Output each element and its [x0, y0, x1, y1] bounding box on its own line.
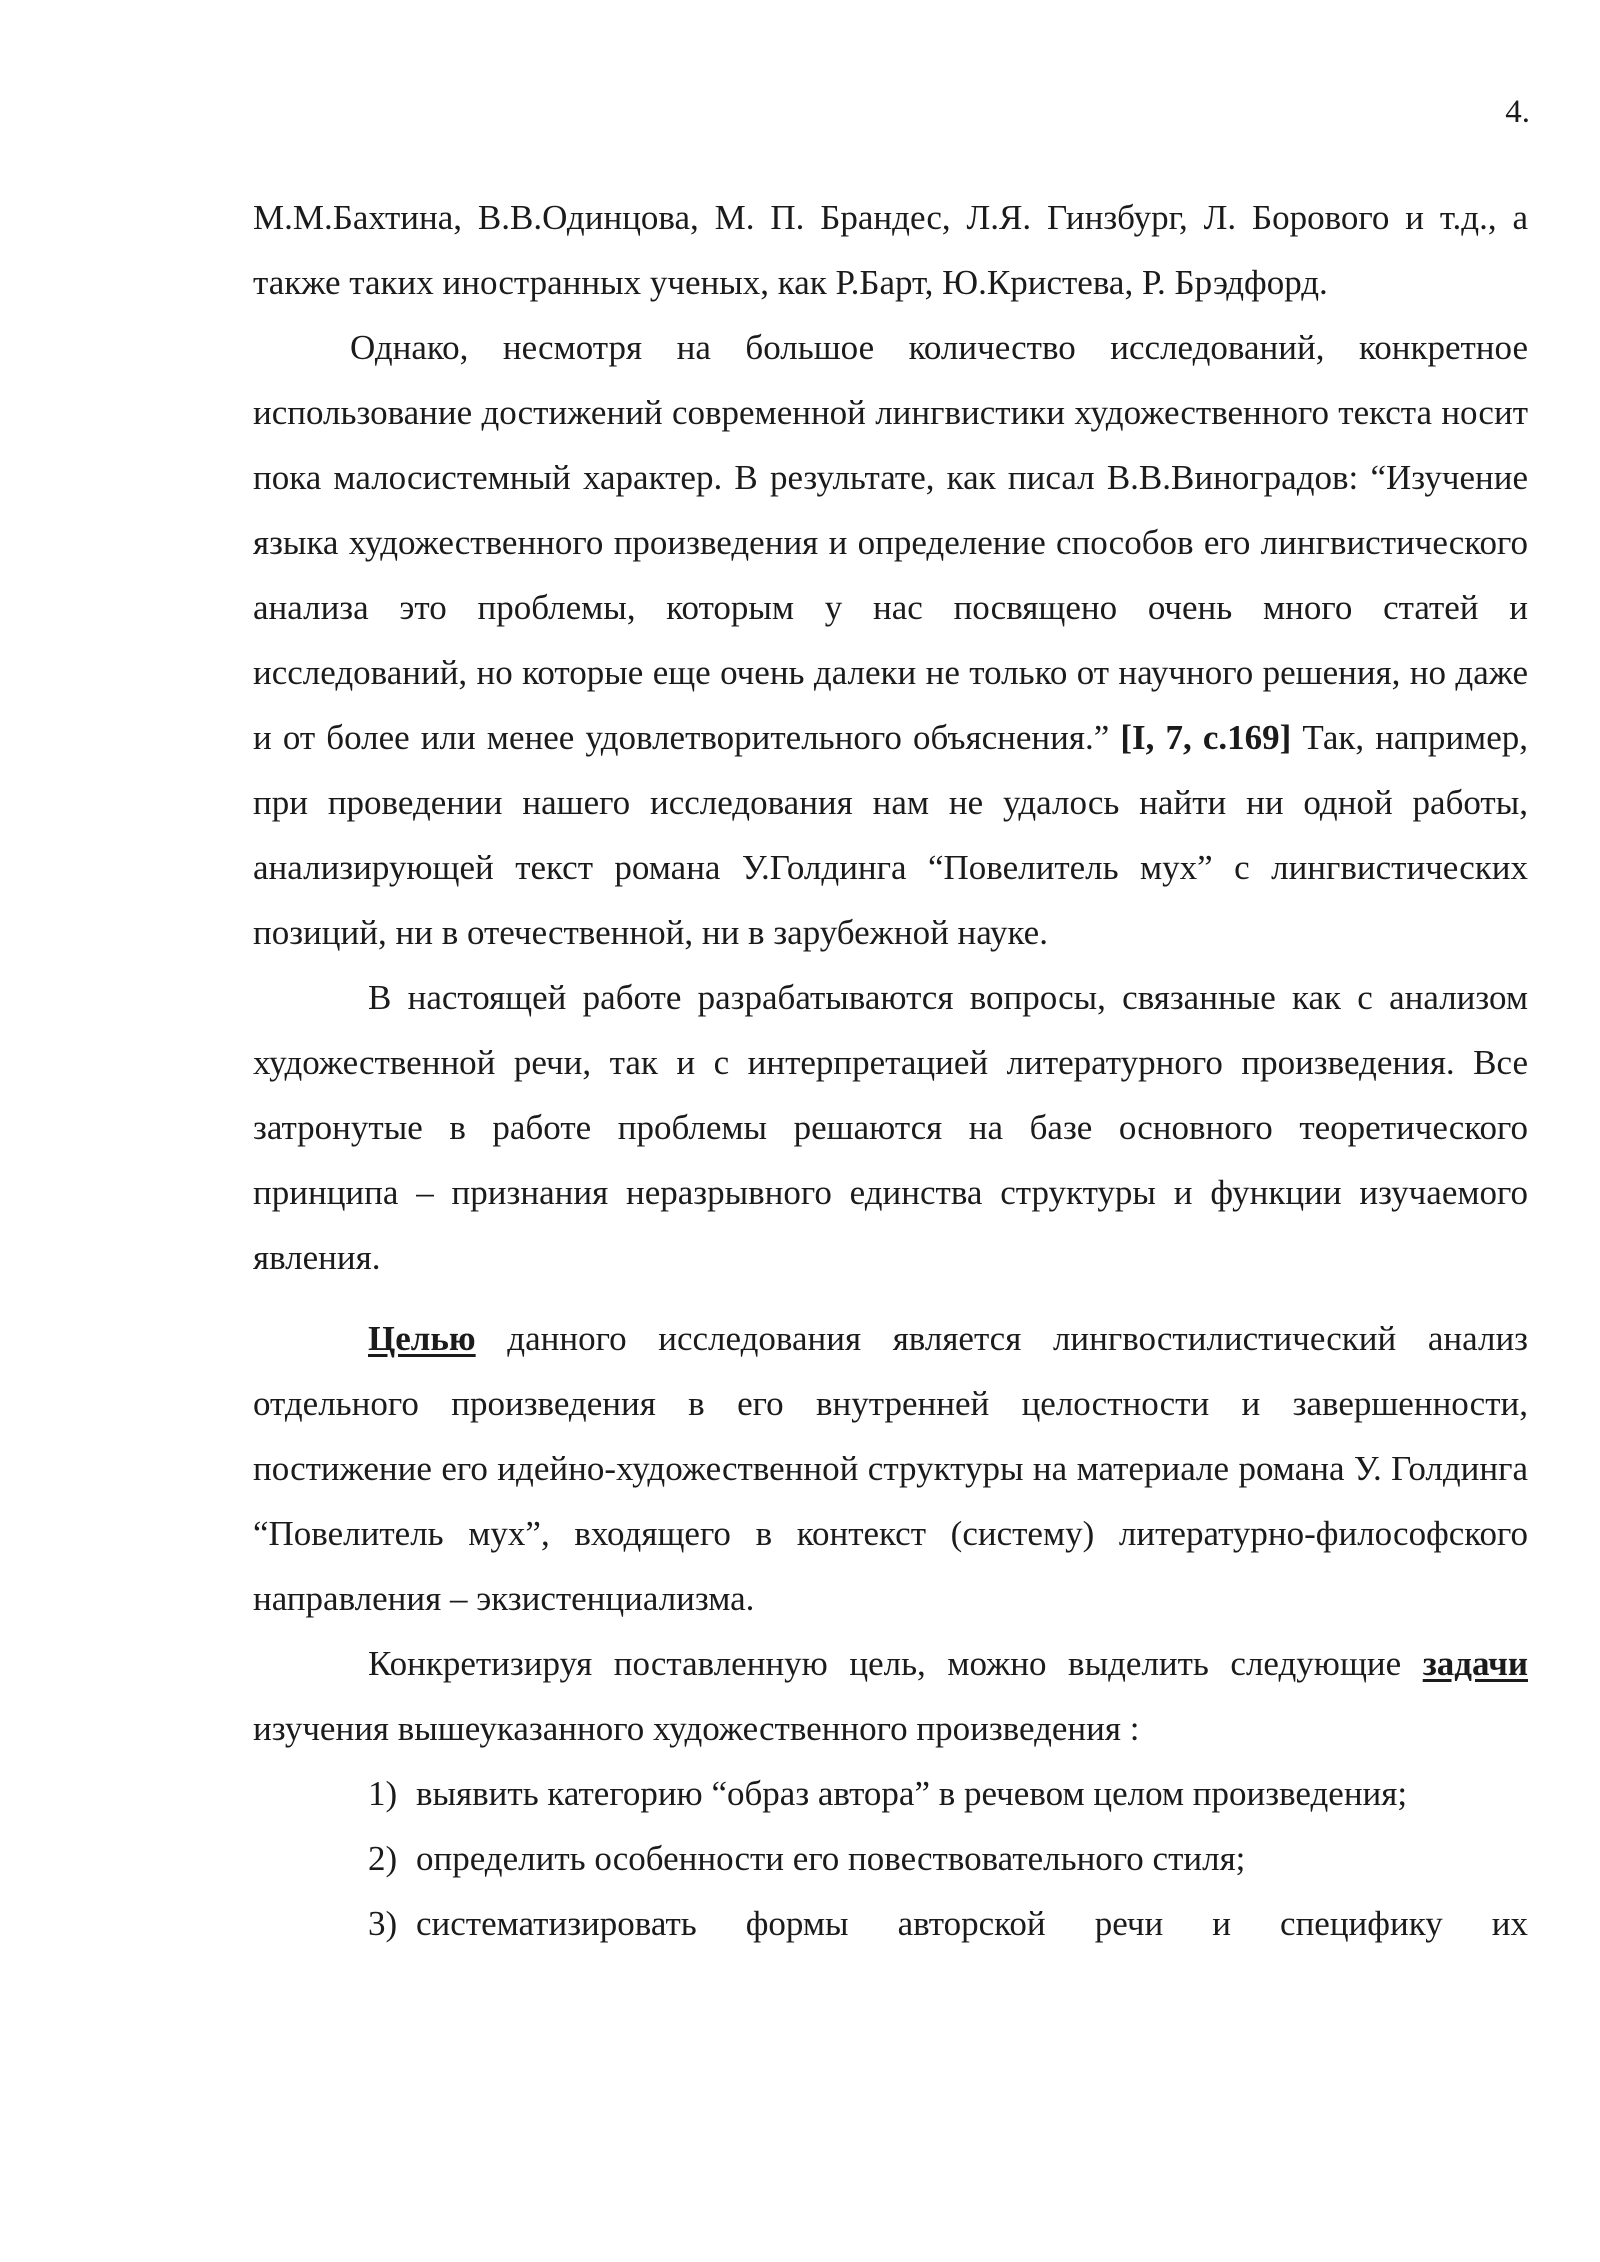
list-item-number: 3)	[368, 1904, 398, 1943]
list-item-number: 1)	[368, 1774, 398, 1813]
list-item	[368, 1826, 1528, 1891]
tasks-intro-text-after: изучения вышеуказанного художественного произведения :	[253, 1709, 1140, 1748]
document-body	[253, 185, 1528, 1956]
tasks-intro-text: Конкретизируя поставленную цель, можно выделить следующие	[368, 1644, 1423, 1683]
paragraph-tasks-intro	[253, 1631, 1528, 1761]
list-item-number: 2)	[368, 1839, 398, 1878]
paragraph-2-text-before: Однако, несмотря на большое количество исследований, конкретное использование достижений современной лингвистики художественного текста носит пока малосистемный характер. В результате, как писал В.В.Виноградов: “Изучение языка художественного произведения и определение способов его лингвистического анализа это проблемы, которым у нас посвящено очень много статей и исследований, но которые еще очень далеки не только от научного решения, но даже и от более или менее удовлетворительного объяснения.”	[253, 328, 1528, 757]
paragraph-3-text: В настоящей работе разрабатываются вопросы, связанные как с анализом художественной речи, так и с интерпретацией литературного произведения. Все затронутые в работе проблемы решаются на базе основного теоретического принципа – признания неразрывного единства структуры и функции изучаемого явления.	[253, 978, 1528, 1277]
list-item-text: выявить категорию “образ автора” в речевом целом произведения;	[416, 1774, 1408, 1813]
paragraph-1-text: М.М.Бахтина, В.В.Одинцова, М. П. Брандес, Л.Я. Гинзбург, Л. Борового и т.д., а также таких иностранных ученых, как Р.Барт, Ю.Кристева, Р. Брэдфорд.	[253, 198, 1528, 302]
list-item-text: определить особенности его повествовательного стиля;	[416, 1839, 1246, 1878]
paragraph-2-text-after: Так, например, при проведении нашего исследования нам не удалось найти ни одной работы, анализирующей текст романа У.Голдинга “Повелитель мух” с лингвистических позиций, ни в отечественной, ни в зарубежной науке.	[253, 718, 1528, 952]
list-item	[368, 1761, 1528, 1826]
goal-text: данного исследования является лингвостилистический анализ отдельного произведения в его внутренней целостности и завершенности, постижение его идейно-художественной структуры на материале романа У. Голдинга “Повелитель мух”, входящего в контекст (систему) литературно-философского направления – экзистенциализма.	[253, 1319, 1528, 1618]
paragraph-3	[253, 965, 1528, 1290]
paragraph-2	[253, 315, 1528, 965]
tasks-list	[253, 1761, 1528, 1956]
paragraph-goal	[253, 1306, 1528, 1631]
goal-keyword: Целью	[368, 1319, 476, 1358]
tasks-keyword: задачи	[1422, 1644, 1528, 1683]
list-item-text: систематизировать формы авторской речи и специфику их	[416, 1904, 1528, 1943]
list-item	[368, 1891, 1528, 1956]
paragraph-1	[253, 185, 1528, 315]
page-number: 4.	[1505, 94, 1530, 130]
citation-reference: [I, 7, с.169]	[1120, 718, 1292, 757]
